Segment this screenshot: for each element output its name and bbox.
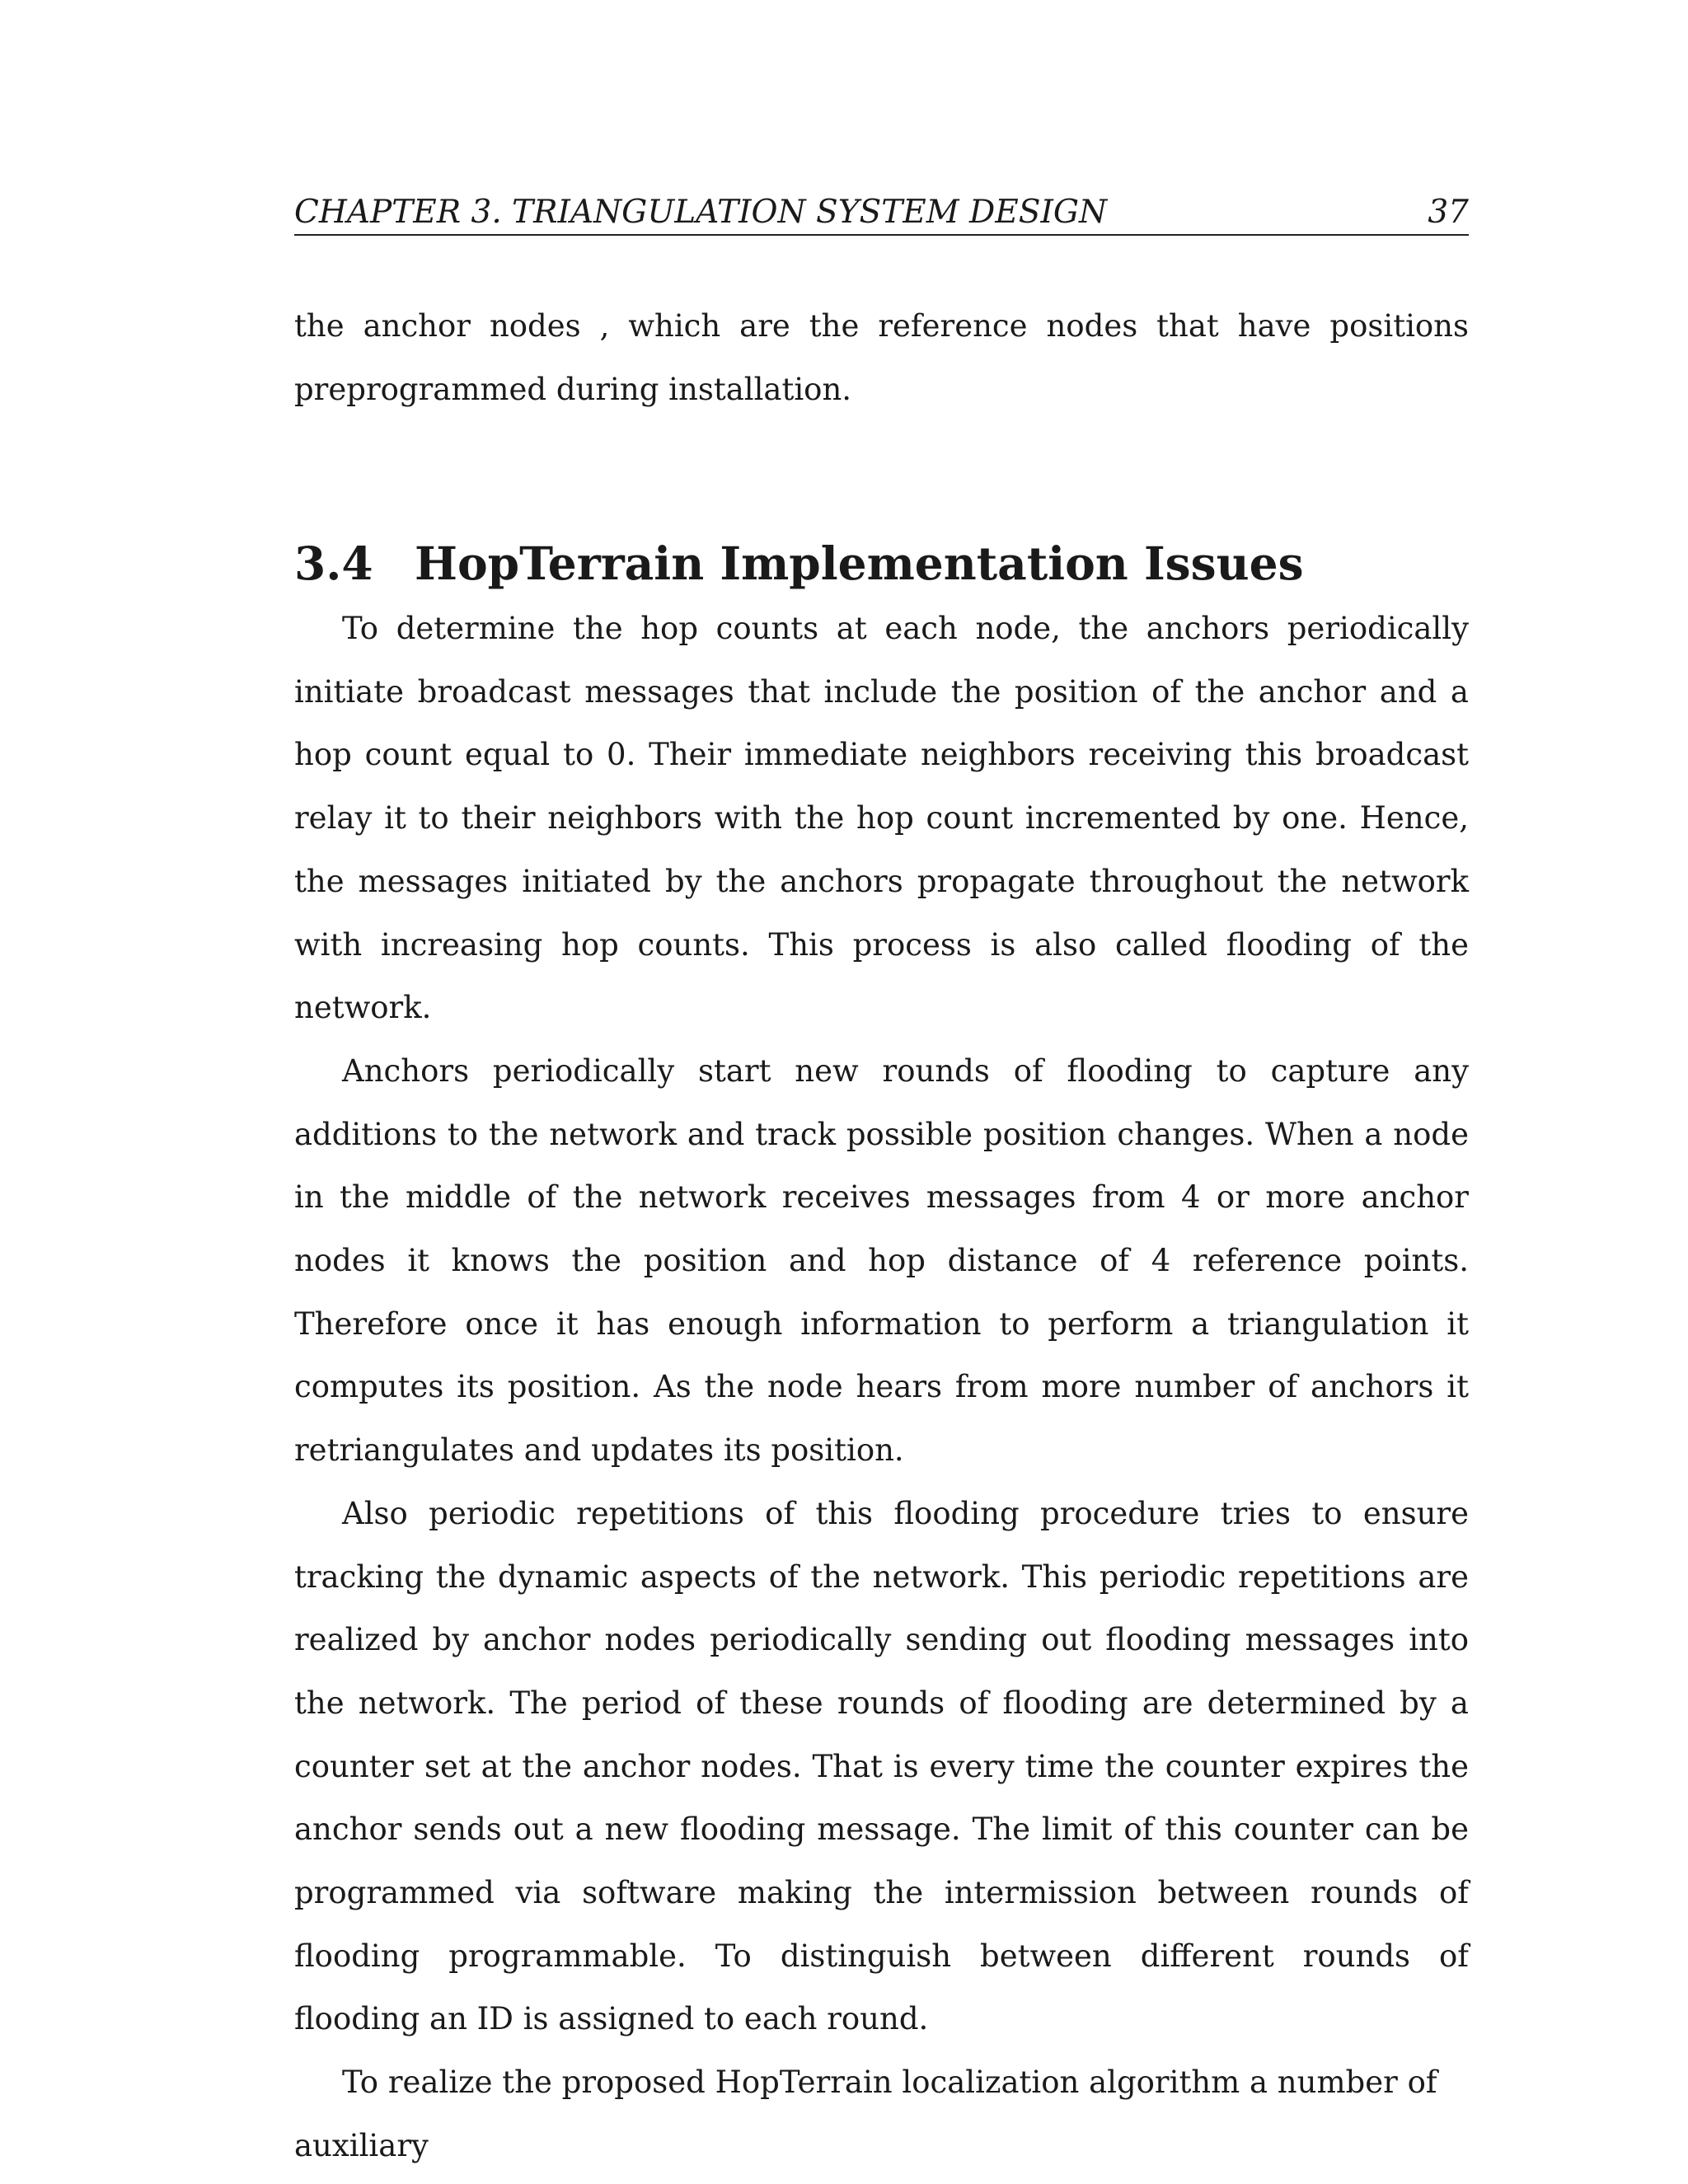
paragraph-4: To realize the proposed HopTerrain localization algorithm a number of auxiliary bbox=[294, 2064, 1437, 2163]
section-title: HopTerrain Implementation Issues bbox=[415, 536, 1304, 590]
paragraph-1: To determine the hop counts at each node, the anchors periodically initiate broadcast messages that include the position of the anchor and a hop count equal to 0. Their immediate neighbors receiving this broadcast relay it to their neighbors with the hop count incremented by one. Hence, the messages initiated by the anchors propagate throughout the network with increasing hop counts. This process is also called flooding of the network. bbox=[294, 611, 1469, 1026]
paragraph-2: Anchors periodically start new rounds of flooding to capture any additions to the network and track possible position changes. When a node in the middle of the network receives messages from 4 or more anchor nodes it knows the position and hop distance of 4 reference points. Therefore once it has enough information to perform a triangulation it computes its position. As the node hears from more number of anchors it retriangulates and updates its position. bbox=[294, 1052, 1469, 1469]
running-header bbox=[294, 191, 1469, 236]
page-number: 37 bbox=[1428, 194, 1469, 231]
paragraph-3: Also periodic repetitions of this flooding procedure tries to ensure tracking the dynamic aspects of the network. This periodic repetitions are realized by anchor nodes periodically sending out flooding messages into the network. The period of these rounds of flooding are determined by a counter set at the anchor nodes. That is every time the counter expires the anchor sends out a new flooding message. The limit of this counter can be programmed via software making the intermission between rounds of flooding programmable. To distinguish between different rounds of flooding an ID is assigned to each round. bbox=[294, 1495, 1469, 2037]
intro-paragraph: the anchor nodes , which are the reference nodes that have positions preprogrammed during installation. bbox=[294, 308, 1469, 407]
section-heading bbox=[294, 532, 1469, 595]
chapter-title: CHAPTER 3. TRIANGULATION SYSTEM DESIGN bbox=[294, 194, 1108, 231]
section-number: 3.4 bbox=[294, 536, 373, 590]
section-body bbox=[294, 598, 1469, 2178]
